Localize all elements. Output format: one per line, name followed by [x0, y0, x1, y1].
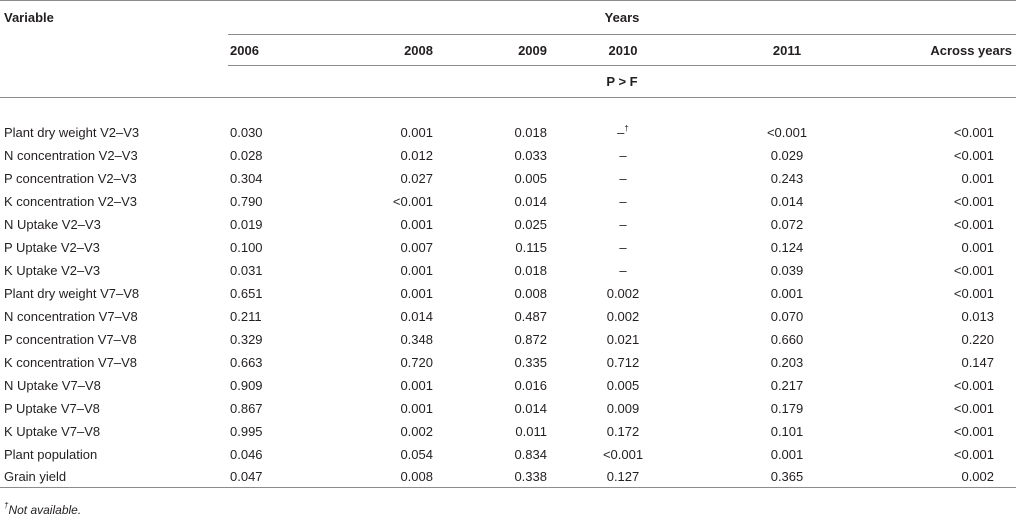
- table-body: [0, 98, 1016, 488]
- cell-2010: [547, 374, 699, 397]
- cell-value: 0.663: [230, 355, 263, 370]
- cell-2010: [547, 144, 699, 167]
- cell-value: 0.027: [400, 171, 433, 186]
- cell-value: 0.030: [230, 125, 263, 140]
- cell-2009: [433, 328, 547, 351]
- row-variable: P Uptake V2–V3: [4, 240, 100, 255]
- row-variable: K Uptake V2–V3: [4, 263, 101, 278]
- cell-2010: [547, 236, 699, 259]
- cell-2009: [433, 374, 547, 397]
- cell-value: 0.365: [770, 469, 804, 484]
- cell-2011: [699, 420, 851, 443]
- cell-2010: [547, 328, 699, 351]
- cell-2008: [335, 466, 433, 488]
- cell-2010: [547, 466, 699, 488]
- cell-value: 0.013: [961, 309, 995, 324]
- cell-across-years: [851, 397, 1016, 420]
- cell-2009: [433, 121, 547, 144]
- cell-value: 0.651: [230, 286, 263, 301]
- table-row: [0, 236, 1016, 259]
- cell-value: 0.220: [961, 332, 995, 347]
- cell-2010: [547, 397, 699, 420]
- cell-2011: [699, 121, 851, 144]
- cell-value: <0.001: [953, 286, 995, 301]
- cell-value: <0.001: [766, 125, 808, 140]
- cell-across-years: [851, 420, 1016, 443]
- cell-2008: [335, 121, 433, 144]
- cell-2008: [335, 443, 433, 466]
- cell-2006: [228, 351, 335, 374]
- cell-2008: [335, 144, 433, 167]
- cell-across-years: [851, 236, 1016, 259]
- cell-value: 0.660: [770, 332, 804, 347]
- table-row: [0, 282, 1016, 305]
- table-row: [0, 144, 1016, 167]
- cell-value: 0.243: [770, 171, 804, 186]
- column-header-2008: 2008: [335, 35, 433, 66]
- cell-value: 0.834: [514, 447, 547, 462]
- spacer-row: [0, 98, 1016, 122]
- cell-2006: [228, 305, 335, 328]
- cell-2006: [228, 167, 335, 190]
- cell-2010: [547, 282, 699, 305]
- column-header-2009: 2009: [433, 35, 547, 66]
- cell-2009: [433, 420, 547, 443]
- cell-value: 0.014: [400, 309, 433, 324]
- cell-2011: [699, 374, 851, 397]
- footnote-text: Not available.: [8, 503, 82, 517]
- cell-2011: [699, 167, 851, 190]
- cell-value: 0.001: [770, 286, 804, 301]
- cell-across-years: [851, 144, 1016, 167]
- cell-2006: [228, 443, 335, 466]
- cell-value: 0.002: [400, 424, 433, 439]
- cell-value: <0.001: [953, 125, 995, 140]
- cell-2008: [335, 305, 433, 328]
- cell-value: 0.101: [770, 424, 804, 439]
- cell-2008: [335, 351, 433, 374]
- cell-2009: [433, 397, 547, 420]
- cell-value: 0.909: [230, 378, 263, 393]
- cell-2006: [228, 466, 335, 488]
- table-row: [0, 305, 1016, 328]
- column-header-2011: 2011: [699, 35, 851, 66]
- cell-2008: [335, 259, 433, 282]
- cell-2006: [228, 190, 335, 213]
- cell-value: 0.115: [515, 240, 547, 255]
- cell-value: 0.019: [230, 217, 263, 232]
- cell-value: <0.001: [602, 447, 644, 462]
- cell-2009: [433, 167, 547, 190]
- cell-2006: [228, 397, 335, 420]
- cell-value: 0.054: [400, 447, 433, 462]
- cell-value: 0.001: [770, 447, 804, 462]
- table-row: [0, 397, 1016, 420]
- cell-2011: [699, 397, 851, 420]
- cell-value: 0.100: [230, 240, 263, 255]
- row-variable: K Uptake V7–V8: [4, 424, 101, 439]
- table-row: [0, 374, 1016, 397]
- cell-value: 0.211: [230, 309, 262, 324]
- cell-value: <0.001: [953, 424, 995, 439]
- row-variable: K concentration V2–V3: [4, 194, 137, 209]
- table-row: [0, 466, 1016, 488]
- cell-2011: [699, 466, 851, 488]
- cell-value: 0.072: [770, 217, 804, 232]
- cell-value: 0.009: [606, 401, 640, 416]
- cell-value: <0.001: [392, 194, 433, 209]
- cell-value: 0.001: [400, 217, 433, 232]
- cell-value: 0.008: [400, 469, 433, 484]
- cell-value: 0.329: [230, 332, 263, 347]
- cell-across-years: [851, 351, 1016, 374]
- row-variable: K concentration V7–V8: [4, 355, 137, 370]
- cell-value: 0.014: [770, 194, 804, 209]
- cell-2011: [699, 213, 851, 236]
- cell-value: 0.872: [514, 332, 547, 347]
- cell-2006: [228, 121, 335, 144]
- cell-2011: [699, 305, 851, 328]
- cell-value: –: [619, 194, 627, 209]
- table-row: [0, 420, 1016, 443]
- cell-2010: [547, 213, 699, 236]
- cell-2010: [547, 167, 699, 190]
- cell-2006: [228, 236, 335, 259]
- cell-value: –: [619, 240, 627, 255]
- cell-value: 0.172: [606, 424, 640, 439]
- cell-2009: [433, 236, 547, 259]
- cell-value: <0.001: [953, 263, 995, 278]
- row-variable: P Uptake V7–V8: [4, 401, 100, 416]
- cell-2010: [547, 443, 699, 466]
- cell-2009: [433, 190, 547, 213]
- row-variable: P concentration V2–V3: [4, 171, 137, 186]
- cell-2011: [699, 351, 851, 374]
- cell-value: 0.002: [961, 469, 995, 484]
- cell-value: 0.001: [400, 263, 433, 278]
- cell-value: 0.487: [514, 309, 547, 324]
- cell-value: 0.338: [514, 469, 547, 484]
- cell-value: 0.031: [230, 263, 263, 278]
- cell-2006: [228, 420, 335, 443]
- cell-value: 0.335: [514, 355, 547, 370]
- row-variable: N concentration V7–V8: [4, 309, 138, 324]
- cell-value: 0.014: [514, 401, 547, 416]
- cell-value: 0.348: [400, 332, 433, 347]
- header-row-columns: [0, 35, 1016, 66]
- cell-across-years: [851, 259, 1016, 282]
- cell-value: 0.203: [770, 355, 804, 370]
- cell-value: 0.995: [230, 424, 263, 439]
- cell-2009: [433, 305, 547, 328]
- cell-value: 0.047: [230, 469, 263, 484]
- cell-2010: [547, 351, 699, 374]
- cell-value: 0.011: [515, 424, 547, 439]
- cell-across-years: [851, 305, 1016, 328]
- cell-2008: [335, 167, 433, 190]
- cell-2008: [335, 328, 433, 351]
- cell-2009: [433, 466, 547, 488]
- cell-value: 0.147: [961, 355, 995, 370]
- column-header-2006: 2006: [228, 35, 335, 66]
- cell-2006: [228, 259, 335, 282]
- cell-2008: [335, 420, 433, 443]
- p-value-subheader: P > F: [228, 66, 1016, 98]
- cell-2006: [228, 213, 335, 236]
- cell-2011: [699, 328, 851, 351]
- row-variable: Plant dry weight V2–V3: [4, 125, 140, 140]
- cell-value: 0.720: [400, 355, 433, 370]
- cell-across-years: [851, 328, 1016, 351]
- years-group-header: Years: [228, 1, 1016, 35]
- cell-across-years: [851, 374, 1016, 397]
- cell-2009: [433, 213, 547, 236]
- cell-value: <0.001: [953, 148, 995, 163]
- table-row: [0, 213, 1016, 236]
- cell-value: 0.016: [514, 378, 547, 393]
- row-variable: N Uptake V7–V8: [4, 378, 101, 393]
- table-row: [0, 167, 1016, 190]
- cell-value: 0.012: [400, 148, 433, 163]
- cell-2009: [433, 351, 547, 374]
- cell-value: <0.001: [953, 378, 995, 393]
- cell-value: 0.018: [514, 125, 547, 140]
- table-row: [0, 351, 1016, 374]
- row-variable: Plant population: [4, 447, 98, 462]
- cell-2010: [547, 190, 699, 213]
- row-variable: Plant dry weight V7–V8: [4, 286, 140, 301]
- table-row: [0, 443, 1016, 466]
- cell-value: 0.029: [770, 148, 804, 163]
- cell-value: 0.001: [400, 125, 433, 140]
- cell-2010: [547, 121, 699, 144]
- cell-across-years: [851, 282, 1016, 305]
- footnote: [4, 503, 81, 517]
- cell-value: 0.046: [230, 447, 263, 462]
- cell-2006: [228, 374, 335, 397]
- cell-2008: [335, 190, 433, 213]
- cell-2009: [433, 443, 547, 466]
- cell-2011: [699, 259, 851, 282]
- header-spacer: [0, 35, 228, 66]
- cell-2008: [335, 213, 433, 236]
- header-spacer: [0, 66, 228, 98]
- header-row-statistic: [0, 66, 1016, 98]
- cell-value: 0.124: [770, 240, 804, 255]
- table-row: [0, 190, 1016, 213]
- cell-value: <0.001: [953, 194, 995, 209]
- cell-2011: [699, 190, 851, 213]
- cell-value: –: [619, 148, 627, 163]
- cell-2006: [228, 282, 335, 305]
- cell-value: –: [619, 217, 627, 232]
- cell-2010: [547, 305, 699, 328]
- variable-column-header: Variable: [0, 1, 228, 35]
- row-variable: P concentration V7–V8: [4, 332, 137, 347]
- cell-value: –: [619, 263, 627, 278]
- cell-value: <0.001: [953, 217, 995, 232]
- cell-value: <0.001: [953, 401, 995, 416]
- header-row-years: [0, 1, 1016, 35]
- cell-value: 0.712: [606, 355, 640, 370]
- cell-value: 0.304: [230, 171, 263, 186]
- cell-value: 0.002: [606, 309, 640, 324]
- cell-2011: [699, 144, 851, 167]
- cell-2008: [335, 282, 433, 305]
- cell-value: 0.033: [514, 148, 547, 163]
- cell-value: 0.790: [230, 194, 263, 209]
- cell-2008: [335, 397, 433, 420]
- cell-2011: [699, 443, 851, 466]
- cell-value: 0.007: [400, 240, 433, 255]
- cell-2009: [433, 144, 547, 167]
- cell-value: 0.001: [961, 171, 995, 186]
- cell-2006: [228, 328, 335, 351]
- cell-value: 0.008: [514, 286, 547, 301]
- cell-value: <0.001: [953, 447, 995, 462]
- cell-across-years: [851, 466, 1016, 488]
- row-variable: N Uptake V2–V3: [4, 217, 101, 232]
- cell-value: 0.028: [230, 148, 263, 163]
- cell-across-years: [851, 121, 1016, 144]
- cell-value: 0.001: [400, 286, 433, 301]
- table-row: [0, 328, 1016, 351]
- cell-value: 0.179: [770, 401, 804, 416]
- cell-value: 0.001: [961, 240, 995, 255]
- footnote-mark: †: [4, 501, 9, 510]
- table-row: [0, 259, 1016, 282]
- cell-2008: [335, 236, 433, 259]
- cell-2009: [433, 259, 547, 282]
- cell-value: 0.005: [606, 378, 640, 393]
- cell-value: 0.025: [514, 217, 547, 232]
- cell-2010: [547, 420, 699, 443]
- row-variable: Grain yield: [0, 466, 228, 488]
- cell-2011: [699, 282, 851, 305]
- cell-across-years: [851, 213, 1016, 236]
- cell-value: –: [617, 125, 625, 140]
- cell-2011: [699, 236, 851, 259]
- cell-value: –: [619, 171, 627, 186]
- cell-value: 0.014: [514, 194, 547, 209]
- table-row: [0, 121, 1016, 144]
- column-header-across-years: Across years: [851, 35, 1016, 66]
- cell-value: 0.070: [770, 309, 804, 324]
- cell-across-years: [851, 167, 1016, 190]
- cell-2009: [433, 282, 547, 305]
- cell-value: 0.001: [400, 401, 433, 416]
- cell-2006: [228, 144, 335, 167]
- cell-value: 0.867: [230, 401, 263, 416]
- footnote-reference-mark: †: [624, 124, 629, 133]
- cell-across-years: [851, 443, 1016, 466]
- cell-value: 0.127: [606, 469, 640, 484]
- cell-2010: [547, 259, 699, 282]
- cell-2008: [335, 374, 433, 397]
- row-variable: N concentration V2–V3: [4, 148, 138, 163]
- cell-value: 0.002: [606, 286, 640, 301]
- cell-value: 0.005: [514, 171, 547, 186]
- cell-value: 0.018: [514, 263, 547, 278]
- column-header-2010: 2010: [547, 35, 699, 66]
- cell-value: 0.001: [400, 378, 433, 393]
- cell-value: 0.039: [770, 263, 804, 278]
- cell-across-years: [851, 190, 1016, 213]
- cell-value: 0.217: [770, 378, 804, 393]
- cell-value: 0.021: [606, 332, 640, 347]
